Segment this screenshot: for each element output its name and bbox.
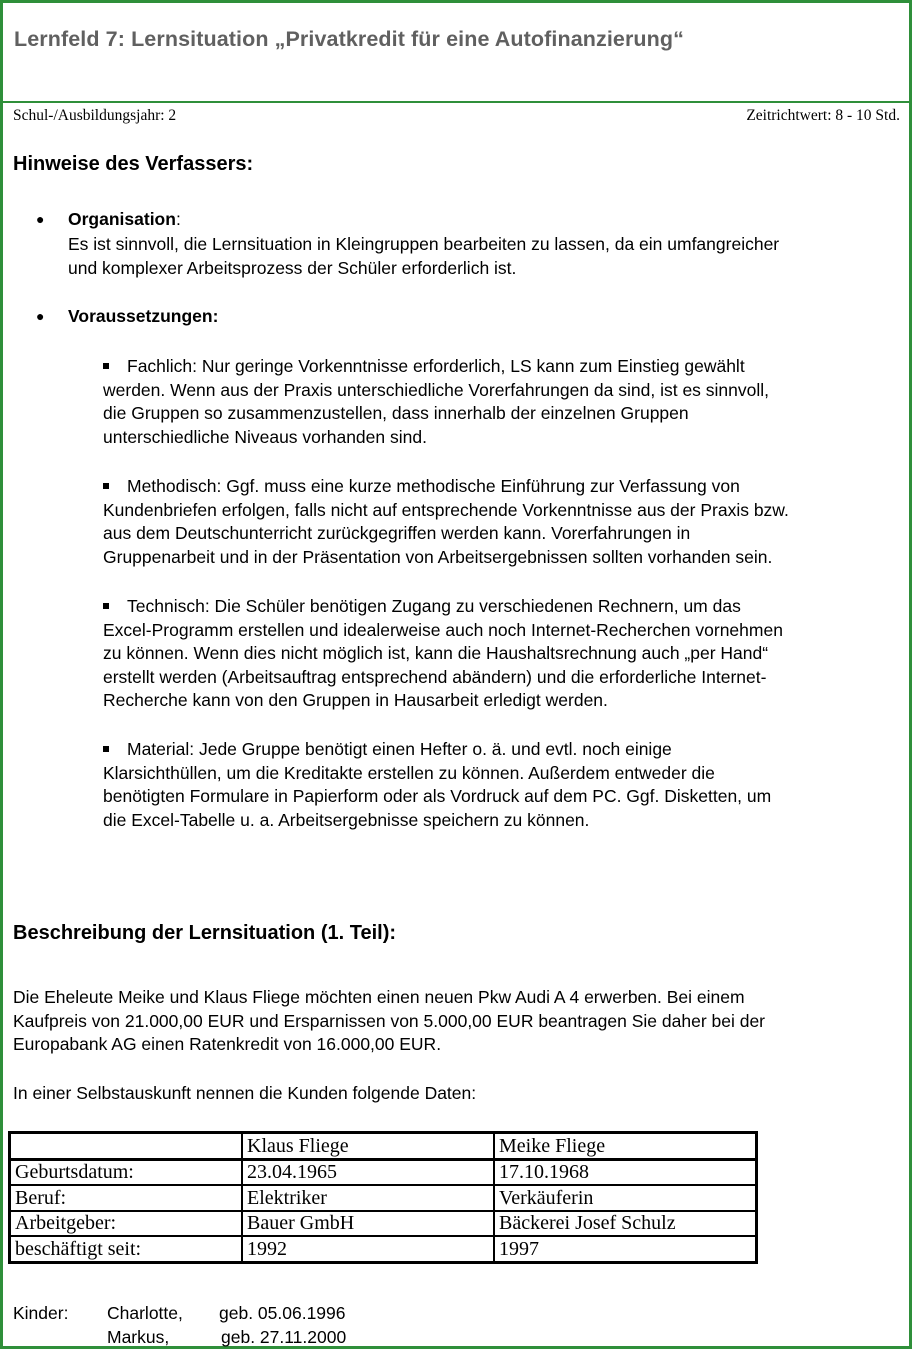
title-box (3, 3, 909, 103)
table-cell: Beruf: (10, 1185, 243, 1211)
page-title: Lernfeld 7: Lernsituation „Privatkredit für eine Autofinanzierung“ (14, 27, 684, 51)
table-header-cell: Meike Fliege (494, 1133, 757, 1160)
table-cell: Arbeitgeber: (10, 1211, 243, 1237)
table-cell: 1992 (242, 1236, 494, 1262)
notes-heading: Hinweise des Verfassers: (13, 153, 254, 175)
table-header-row (10, 1133, 757, 1160)
table-cell: Geburtsdatum: (10, 1159, 243, 1185)
description-heading: Beschreibung der Lernsituation (1. Teil): (13, 922, 397, 944)
school-year: Schul-/Ausbildungsjahr: 2 (13, 107, 177, 124)
square-bullet-icon (103, 363, 109, 369)
prerequisites-title: Voraussetzungen: (68, 306, 219, 326)
table-row (10, 1185, 757, 1211)
table-cell: Bäckerei Josef Schulz (494, 1211, 757, 1237)
prerequisite-item-material: Material: Jede Gruppe benötigt einen Hefter o. ä. und evtl. noch einige Klarsichthüllen, um die Kreditakte erstellen zu können. Außerdem entweder die benötigten Formulare in Papierform oder als Vordruck auf dem PC. Ggf. Disketten, um die Excel-Tabelle u. a. Arbeitsergebnisse speichern zu können. (103, 739, 772, 830)
table-cell: Verkäuferin (494, 1185, 757, 1211)
table-row (10, 1236, 757, 1262)
bullet-dot-icon: ● (36, 211, 45, 227)
table-cell: beschäftigt seit: (10, 1236, 243, 1262)
child-name: Markus, (107, 1327, 170, 1347)
table-cell: 17.10.1968 (494, 1159, 757, 1185)
customer-data-table (8, 1131, 758, 1264)
description-intro: In einer Selbstauskunft nennen die Kunden folgende Daten: (13, 1083, 477, 1103)
square-bullet-icon (103, 483, 109, 489)
table-row (10, 1159, 757, 1185)
square-bullet-icon (103, 746, 109, 752)
description-paragraph: Die Eheleute Meike und Klaus Fliege möchten einen neuen Pkw Audi A 4 erwerben. Bei einem Kaufpreis von 21.000,00 EUR und Ersparnissen von 5.000,00 EUR beantragen Sie daher bei der Europabank AG einen Ratenkredit von 16.000,00 EUR. (13, 987, 766, 1054)
time-value: Zeitrichtwert: 8 - 10 Std. (746, 107, 900, 124)
table-header-cell: Klaus Fliege (242, 1133, 494, 1160)
prerequisite-item-methodisch: Methodisch: Ggf. muss eine kurze methodische Einführung zur Verfassung von Kundenbriefen erfolgen, falls nicht auf entsprechende Vorkenntnisse aus der Praxis bzw. aus dem Deutschunterricht zurückgegriffen werden kann. Vorerfahrungen in Gruppenarbeit und in der Präsentation von Arbeitsergebnissen sollten vorhanden sein. (103, 476, 789, 567)
prerequisite-item-fachlich: Fachlich: Nur geringe Vorkenntnisse erforderlich, LS kann zum Einstieg gewählt werden. Wenn aus der Praxis unterschiedliche Vorerfahrungen da sind, ist es sinnvoll, die Gruppen so zusammenzustellen, dass innerhalb der einzelnen Gruppen unterschiedliche Niveaus vorhanden sind. (103, 356, 770, 447)
table-cell: 23.04.1965 (242, 1159, 494, 1185)
children-label: Kinder: (13, 1303, 69, 1323)
child-name: Charlotte, (107, 1303, 183, 1323)
table-cell: 1997 (494, 1236, 757, 1262)
square-bullet-icon (103, 603, 109, 609)
bullet-dot-icon: ● (36, 308, 45, 324)
table-cell: Elektriker (242, 1185, 494, 1211)
organisation-text: Es ist sinnvoll, die Lernsituation in Kleingruppen bearbeiten zu lassen, da ein umfangreicher und komplexer Arbeitsprozess der Schüler erforderlich ist. (68, 234, 780, 278)
table-cell: Bauer GmbH (242, 1211, 494, 1237)
child-birthdate: geb. 27.11.2000 (221, 1327, 347, 1347)
prerequisite-item-technisch: Technisch: Die Schüler benötigen Zugang zu verschiedenen Rechnern, um das Excel-Programm erstellen und idealerweise auch noch Internet-Recherchen vornehmen zu können. Wenn dies nicht möglich ist, kann die Haushaltsrechnung auch „per Hand“ erstellt werden (Arbeitsauftrag entsprechend abändern) und die erforderliche Internet- Recherche kann von den Gruppen in Hausarbeit erledigt werden. (103, 596, 783, 710)
child-birthdate: geb. 05.06.1996 (219, 1303, 346, 1323)
organisation-title: Organisation: (68, 209, 181, 229)
table-row (10, 1211, 757, 1237)
table-cell (10, 1133, 243, 1160)
